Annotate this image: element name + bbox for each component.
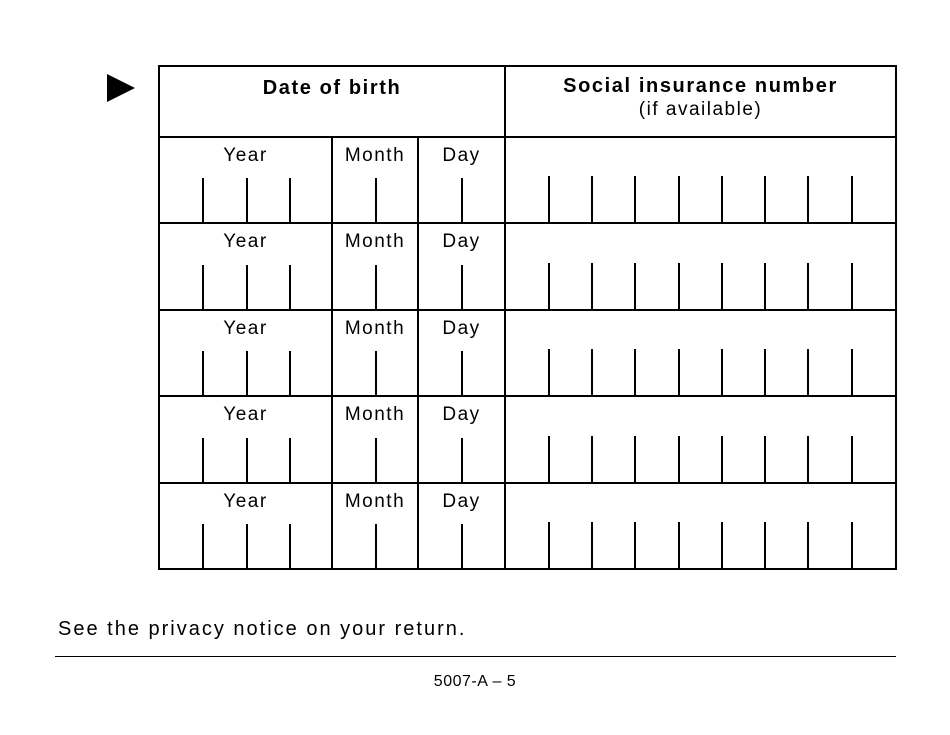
digit-divider	[634, 436, 636, 482]
digit-divider	[461, 178, 463, 222]
digit-divider	[764, 522, 766, 568]
digit-divider	[375, 178, 377, 222]
date-of-birth-title: Date of birth	[262, 77, 402, 99]
digit-divider	[721, 176, 723, 222]
year-input-cell[interactable]	[159, 310, 332, 396]
year-label: Year	[223, 318, 268, 339]
digit-divider	[461, 524, 463, 568]
month-label: Month	[344, 491, 406, 512]
digit-divider	[289, 438, 291, 482]
digit-divider	[721, 522, 723, 568]
digit-divider	[678, 522, 680, 568]
day-label: Day	[442, 231, 481, 252]
digit-divider	[721, 263, 723, 309]
digit-divider	[764, 176, 766, 222]
day-input-cell[interactable]	[418, 310, 505, 396]
digit-divider	[202, 438, 204, 482]
digit-divider	[721, 436, 723, 482]
day-input-cell[interactable]	[418, 483, 505, 569]
digit-divider	[202, 351, 204, 395]
digit-divider	[591, 176, 593, 222]
digit-divider	[807, 436, 809, 482]
digit-divider	[591, 436, 593, 482]
sin-input-cell[interactable]	[505, 483, 896, 569]
digit-divider	[202, 524, 204, 568]
table-row	[159, 310, 896, 396]
day-input-cell[interactable]	[418, 223, 505, 310]
digit-divider	[721, 349, 723, 395]
table-row	[159, 396, 896, 483]
year-input-cell[interactable]	[159, 137, 332, 223]
digit-divider	[678, 349, 680, 395]
digit-divider	[461, 265, 463, 309]
page-number: 5007-A – 5	[433, 673, 517, 690]
digit-divider	[678, 263, 680, 309]
month-input-cell[interactable]	[332, 223, 418, 310]
day-label: Day	[442, 318, 481, 339]
day-input-cell[interactable]	[418, 396, 505, 483]
digit-divider	[548, 436, 550, 482]
day-label: Day	[442, 145, 481, 166]
year-input-cell[interactable]	[159, 396, 332, 483]
right-triangle-arrow-icon	[107, 74, 135, 102]
digit-divider	[807, 263, 809, 309]
month-input-cell[interactable]	[332, 137, 418, 223]
table-header-row	[159, 66, 896, 137]
digit-divider	[375, 265, 377, 309]
digit-divider	[678, 436, 680, 482]
sin-input-cell[interactable]	[505, 310, 896, 396]
table-row	[159, 483, 896, 569]
digit-divider	[591, 349, 593, 395]
digit-divider	[851, 436, 853, 482]
digit-divider	[375, 524, 377, 568]
sin-note: (if available)	[638, 99, 763, 120]
digit-divider	[591, 263, 593, 309]
sin-input-cell[interactable]	[505, 137, 896, 223]
digit-divider	[289, 524, 291, 568]
day-label: Day	[442, 404, 481, 425]
day-input-cell[interactable]	[418, 137, 505, 223]
year-input-cell[interactable]	[159, 483, 332, 569]
digit-divider	[851, 176, 853, 222]
digit-divider	[807, 176, 809, 222]
dependant-info-table	[158, 65, 897, 570]
digit-divider	[202, 265, 204, 309]
table-row	[159, 223, 896, 310]
digit-divider	[375, 351, 377, 395]
digit-divider	[807, 522, 809, 568]
digit-divider	[807, 349, 809, 395]
digit-divider	[246, 265, 248, 309]
year-label: Year	[223, 404, 268, 425]
digit-divider	[375, 438, 377, 482]
digit-divider	[634, 176, 636, 222]
digit-divider	[289, 178, 291, 222]
digit-divider	[289, 265, 291, 309]
month-label: Month	[344, 404, 406, 425]
privacy-notice: See the privacy notice on your return.	[58, 618, 467, 640]
digit-divider	[634, 522, 636, 568]
sin-header	[505, 66, 896, 137]
table-row	[159, 137, 896, 223]
year-input-cell[interactable]	[159, 223, 332, 310]
digit-divider	[764, 349, 766, 395]
digit-divider	[246, 438, 248, 482]
digit-divider	[461, 351, 463, 395]
month-label: Month	[344, 318, 406, 339]
month-input-cell[interactable]	[332, 310, 418, 396]
day-label: Day	[442, 491, 481, 512]
digit-divider	[634, 349, 636, 395]
footer-divider	[55, 656, 896, 657]
digit-divider	[246, 351, 248, 395]
digit-divider	[764, 263, 766, 309]
sin-title: Social insurance number	[563, 75, 838, 97]
digit-divider	[548, 176, 550, 222]
digit-divider	[851, 349, 853, 395]
digit-divider	[764, 436, 766, 482]
digit-divider	[202, 178, 204, 222]
digit-divider	[289, 351, 291, 395]
digit-divider	[548, 522, 550, 568]
year-label: Year	[223, 145, 268, 166]
digit-divider	[591, 522, 593, 568]
year-label: Year	[223, 231, 268, 252]
digit-divider	[851, 522, 853, 568]
digit-divider	[851, 263, 853, 309]
sin-input-cell[interactable]	[505, 223, 896, 310]
month-input-cell[interactable]	[332, 396, 418, 483]
month-label: Month	[344, 231, 406, 252]
month-label: Month	[344, 145, 406, 166]
digit-divider	[678, 176, 680, 222]
digit-divider	[634, 263, 636, 309]
digit-divider	[246, 524, 248, 568]
date-of-birth-header	[159, 66, 505, 137]
digit-divider	[548, 349, 550, 395]
digit-divider	[548, 263, 550, 309]
digit-divider	[461, 438, 463, 482]
digit-divider	[246, 178, 248, 222]
sin-input-cell[interactable]	[505, 396, 896, 483]
month-input-cell[interactable]	[332, 483, 418, 569]
year-label: Year	[223, 491, 268, 512]
